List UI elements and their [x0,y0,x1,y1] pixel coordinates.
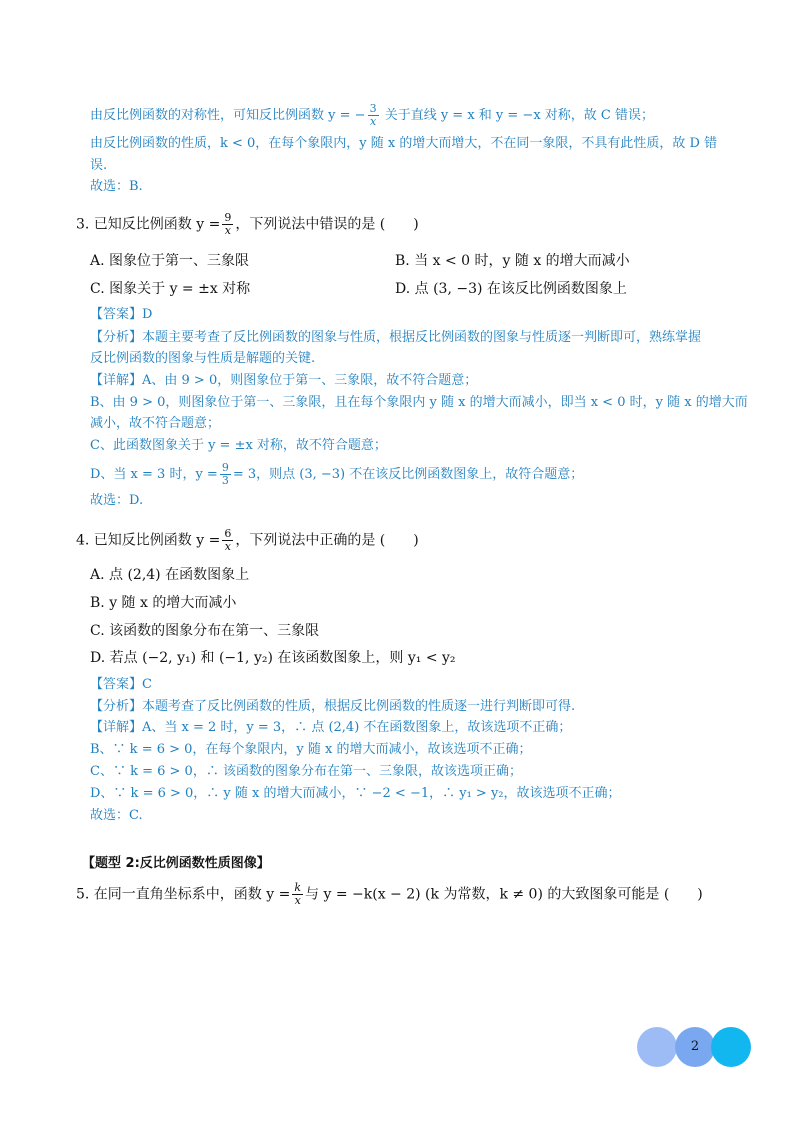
analysis-line: 反比例函数的图象与性质是解题的关键. [90,351,316,366]
answer-label: 【答案】D [90,307,153,322]
page-number: 2 [690,1039,700,1054]
fraction [368,103,379,128]
question-3-stem [76,212,419,237]
detail-line: 【详解】A、由 9 > 0，则图象位于第一、三象限，故不符合题意； [90,373,478,388]
fraction [222,528,233,553]
fraction-denominator: x [369,115,377,128]
option-d: D. 若点 (−2, y₁) 和 (−1, y₂) 在该函数图象上，则 y₁ < y₂ [90,650,456,666]
option-b: B. y 随 x 的增大而减小 [90,595,237,611]
question-4-stem [76,528,419,553]
fraction-denominator: x [224,540,231,553]
fraction [220,462,231,487]
question-text: 3. 已知反比例函数 y = [76,216,221,233]
fraction-denominator: x [224,224,231,237]
choose-line: 故选：D. [90,493,144,508]
page-number-badge [637,1027,752,1067]
solution-text: 关于直线 y = x 和 y = −x 对称，故 C 错误； [384,108,655,123]
choose-line: 故选：C. [90,808,143,823]
detail-text: = 3，则点 (3, −3) 不在该反比例函数图象上，故符合题意； [232,467,584,482]
option-a: A. 图象位于第一、三象限 [90,253,250,269]
fraction-denominator: 3 [221,474,229,487]
detail-line: D、∵ k = 6 > 0，∴ y 随 x 的增大而减小，∵ −2 < −1，∴ y₁ > y₂，故该选项不正确； [90,786,621,801]
option-a: A. 点 (2,4) 在函数图象上 [90,567,250,583]
badge-circle-light [637,1027,677,1067]
fraction-denominator: x [294,894,301,907]
fraction-numerator: 6 [224,527,232,540]
fraction-numerator: k [294,881,302,894]
solution-line: 由反比例函数的性质，k < 0，在每个象限内，y 随 x 的增大而增大，不在同一象限，不具有此性质，故 D 错 [90,136,718,151]
option-c: C. 该函数的图象分布在第一、三象限 [90,623,320,639]
option-d: D. 点 (3, −3) 在该反比例函数图象上 [395,281,627,297]
section-title: 【题型 2:反比例函数性质图像】 [82,856,270,871]
solution-line [90,103,654,128]
detail-line: B、∵ k = 6 > 0，在每个象限内，y 随 x 的增大而减小，故该选项不正确； [90,742,532,757]
detail-line: 【详解】A、当 x = 2 时，y = 3，∴ 点 (2,4) 不在函数图象上，故该选项不正确； [90,720,572,735]
solution-line: 误. [90,158,108,173]
detail-line: 减小，故不符合题意； [90,416,221,431]
solution-text: 由反比例函数的对称性，可知反比例函数 [90,108,325,123]
solution-line: 故选：B. [90,179,143,194]
question-text: 5. 在同一直角坐标系中，函数 y = [76,886,291,903]
detail-text: D、当 x = 3 时，y = [90,467,218,482]
analysis-line: 【分析】本题考查了反比例函数的性质，根据反比例函数的性质逐一进行判断即可得. [90,699,576,714]
answer-label: 【答案】C [90,677,152,692]
fraction-numerator: 9 [221,461,229,474]
detail-line [90,462,583,487]
option-c: C. 图象关于 y = ±x 对称 [90,281,251,297]
fraction [222,212,233,237]
question-5-stem [76,882,703,907]
detail-line: C、∵ k = 6 > 0，∴ 该函数的图象分布在第一、三象限，故该选项正确； [90,764,522,779]
badge-circle-cyan [711,1027,751,1067]
analysis-line: 【分析】本题主要考查了反比例函数的图象与性质，根据反比例函数的图象与性质逐一判断即可，熟练掌握 [90,330,702,345]
fraction [292,882,303,907]
option-b: B. 当 x < 0 时，y 随 x 的增大而减小 [395,253,630,269]
detail-line: B、由 9 > 0，则图象位于第一、三象限，且在每个象限内 y 随 x 的增大而减小，即当 x < 0 时，y 随 x 的增大而 [90,395,748,410]
detail-line: C、此函数图象关于 y = ±x 对称，故不符合题意； [90,438,387,453]
fraction-numerator: 3 [369,102,377,115]
question-text: 与 y = −k(x − 2) (k 为常数，k ≠ 0) 的大致图象可能是 ( ) [305,886,703,903]
question-text: ，下列说法中错误的是 ( ) [235,216,419,233]
fraction-numerator: 9 [224,211,232,224]
formula-text: y = − [328,108,366,123]
question-text: ，下列说法中正确的是 ( ) [235,532,419,549]
question-text: 4. 已知反比例函数 y = [76,532,221,549]
